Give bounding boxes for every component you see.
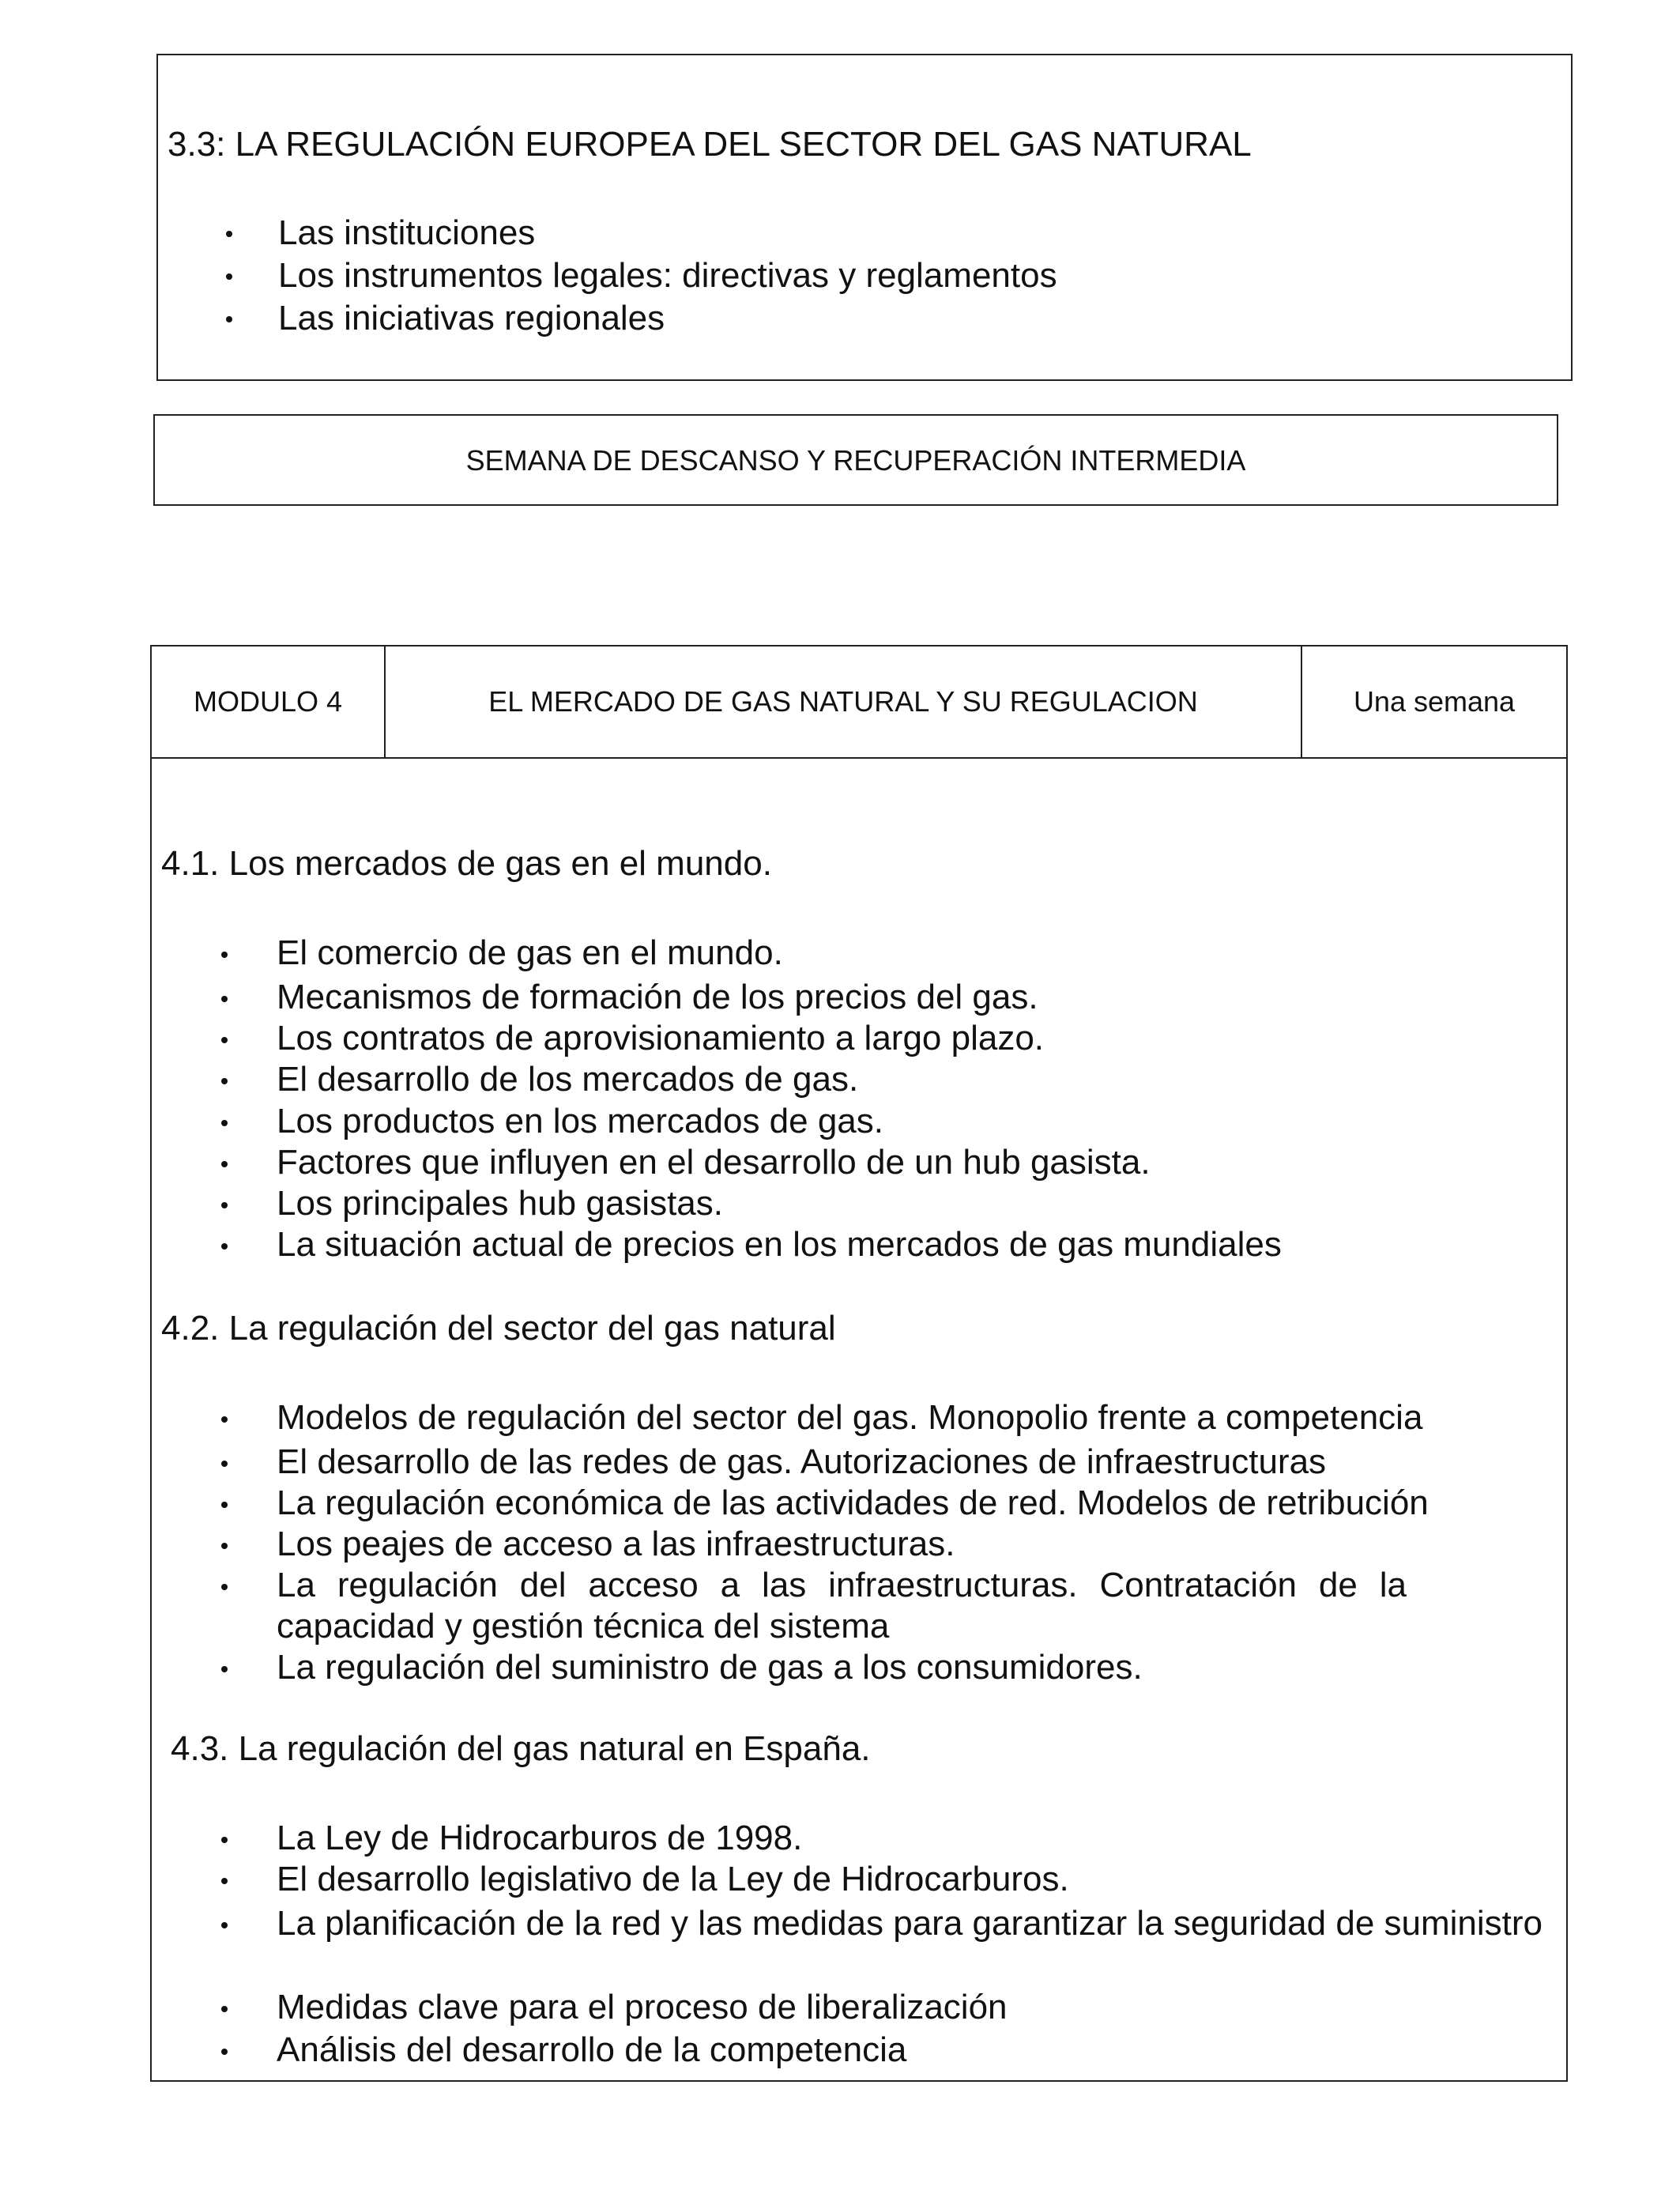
module-4-table bbox=[150, 645, 1568, 2082]
module-duration-cell: Una semana bbox=[1353, 685, 1516, 718]
section-4-1-list bbox=[152, 933, 1566, 1265]
list-item: El comercio de gas en el mundo. bbox=[152, 933, 1566, 977]
section-3-3-list bbox=[158, 212, 1057, 340]
rest-week-label: SEMANA DE DESCANSO Y RECUPERACIÓN INTERMEDIA bbox=[465, 444, 1246, 477]
list-item: Modelos de regulación del sector del gas. Monopolio frente a competencia bbox=[152, 1397, 1566, 1442]
list-item: La regulación del suministro de gas a los consumidores. bbox=[152, 1647, 1566, 1688]
section-4-2-heading: 4.2. La regulación del sector del gas natural bbox=[161, 1309, 836, 1348]
list-item: La regulación económica de las actividades de red. Modelos de retribución bbox=[152, 1483, 1566, 1524]
list-item: Análisis del desarrollo de la competencia bbox=[152, 2030, 1566, 2071]
list-item: Los peajes de acceso a las infraestructuras. bbox=[152, 1524, 1566, 1565]
list-item: El desarrollo legislativo de la Ley de Hidrocarburos. bbox=[152, 1859, 1566, 1903]
list-item: El desarrollo de las redes de gas. Autorizaciones de infraestructuras bbox=[152, 1442, 1566, 1483]
list-item: Los principales hub gasistas. bbox=[152, 1183, 1566, 1224]
module-title-cell: EL MERCADO DE GAS NATURAL Y SU REGULACION bbox=[386, 647, 1302, 757]
list-item: Los instrumentos legales: directivas y reglamentos bbox=[158, 254, 1057, 297]
list-item: Las instituciones bbox=[158, 212, 1057, 254]
list-item: El desarrollo de los mercados de gas. bbox=[152, 1059, 1566, 1101]
section-4-3-list bbox=[152, 1818, 1566, 2071]
list-item: La planificación de la red y las medidas para garantizar la seguridad de suministro bbox=[152, 1903, 1566, 1987]
section-4-2-list bbox=[152, 1397, 1566, 1688]
rest-week-box bbox=[153, 414, 1558, 506]
section-4-3-heading: 4.3. La regulación del gas natural en España. bbox=[171, 1729, 871, 1768]
list-item: Mecanismos de formación de los precios del gas. bbox=[152, 977, 1566, 1018]
section-4-1-heading: 4.1. Los mercados de gas en el mundo. bbox=[161, 844, 772, 883]
section-3-3-heading: 3.3: LA REGULACIÓN EUROPEA DEL SECTOR DEL GAS NATURAL bbox=[168, 125, 1252, 164]
list-item: La Ley de Hidrocarburos de 1998. bbox=[152, 1818, 1566, 1859]
list-item: Las iniciativas regionales bbox=[158, 297, 1057, 340]
list-item: La regulación del acceso a las infraestructuras. Contratación de la capacidad y gestión técnica del sistema bbox=[152, 1565, 1566, 1647]
list-item: La situación actual de precios en los mercados de gas mundiales bbox=[152, 1224, 1566, 1265]
list-item: Los productos en los mercados de gas. bbox=[152, 1101, 1566, 1142]
list-item: Medidas clave para el proceso de liberalización bbox=[152, 1987, 1566, 2030]
section-3-3-box bbox=[156, 54, 1573, 381]
list-item: Los contratos de aprovisionamiento a largo plazo. bbox=[152, 1018, 1566, 1059]
list-item: Factores que influyen en el desarrollo de un hub gasista. bbox=[152, 1142, 1566, 1183]
module-4-header-row bbox=[152, 647, 1566, 759]
module-number-cell: MODULO 4 bbox=[152, 647, 386, 757]
